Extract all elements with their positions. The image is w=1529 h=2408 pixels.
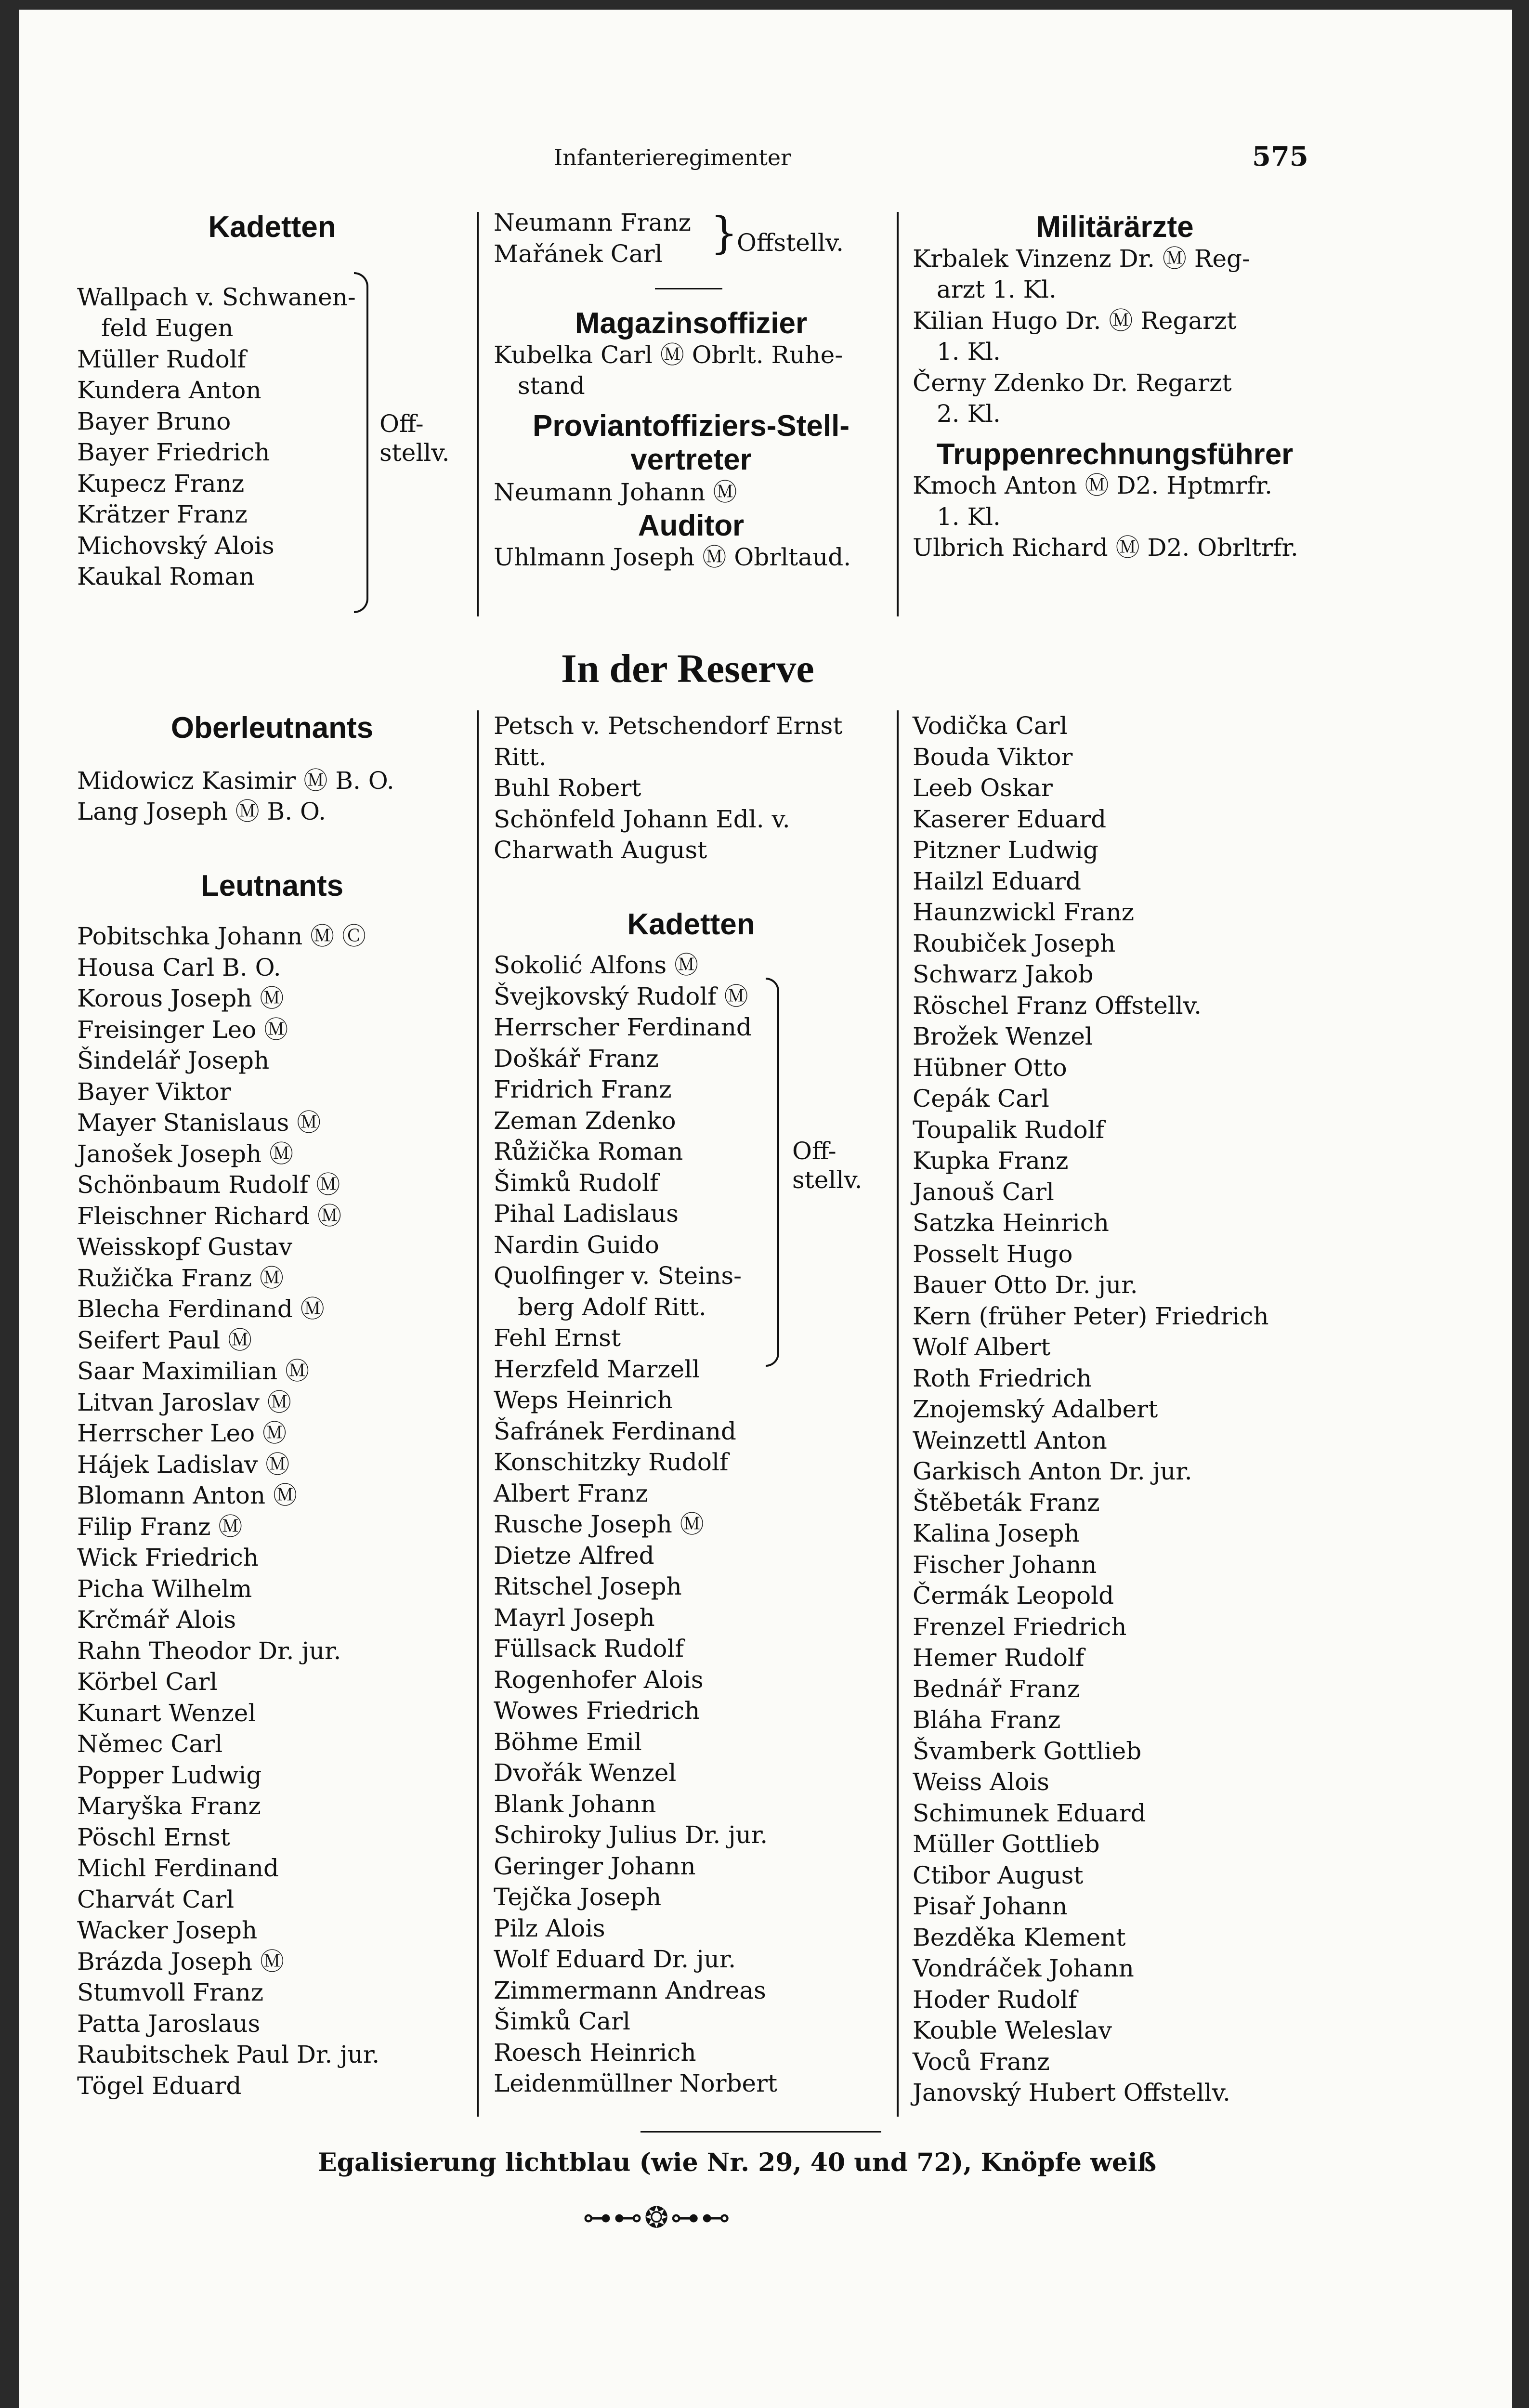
leutnant-entry: Herrscher Leo Ⓜ (77, 1419, 287, 1447)
reserve-entry: Albert Franz (494, 1479, 648, 1507)
section-heading-proviant-2: vertreter (630, 443, 752, 476)
militaerarzt-entry: Krbalek Vinzenz Dr. Ⓜ Reg- (913, 244, 1250, 273)
reserve-entry: Pitzner Ludwig (913, 836, 1098, 864)
reserve-kadett-entry: Pihal Ladislaus (494, 1200, 679, 1228)
reserve-entry: Vondráček Johann (913, 1954, 1134, 1982)
militaerarzt-entry: 2. Kl. (937, 400, 1001, 428)
column-rule-upper-2 (897, 212, 899, 616)
column-rule-upper-1 (477, 212, 479, 616)
section-heading-auditor: Auditor (638, 509, 745, 542)
reserve-entry: Satzka Heinrich (913, 1209, 1109, 1237)
leutnant-entry: Fleischner Richard Ⓜ (77, 1202, 342, 1230)
reserve-entry: Frenzel Friedrich (913, 1612, 1127, 1641)
section-heading-reserve-kadetten: Kadetten (627, 907, 755, 941)
leutnant-entry: Weisskopf Gustav (77, 1233, 292, 1261)
leutnant-entry: Hájek Ladislav Ⓜ (77, 1450, 290, 1479)
reserve-col3-list (913, 710, 1317, 2108)
reserve-kadett-entry: Zeman Zdenko (494, 1106, 676, 1135)
footer-rule (640, 2131, 881, 2133)
reserve-entry: Hoder Rudolf (913, 1985, 1077, 2014)
oberleutnant-entry: Lang Joseph Ⓜ B. O. (77, 798, 326, 825)
magazin-entry: stand (518, 372, 585, 400)
brace-offstellv-symbol: } (710, 208, 738, 259)
reserve-entry: Šimků Carl (494, 2007, 631, 2035)
reserve-kadett-entry: Fehl Ernst (494, 1324, 621, 1352)
reserve-entry: Kupka Franz (913, 1147, 1069, 1175)
leutnant-entry: Popper Ludwig (77, 1761, 262, 1789)
leutnant-entry: Charvát Carl (77, 1885, 235, 1913)
reserve-entry: Bezděka Klement (913, 1923, 1126, 1951)
leutnant-entry: Janošek Joseph Ⓜ (77, 1139, 294, 1168)
leutnant-entry: Pobitschka Johann Ⓜ Ⓒ (77, 922, 366, 950)
truppenrechnungsfuehrer-entry: 1. Kl. (937, 502, 1001, 531)
reserve-entry: Znojemský Adalbert (913, 1395, 1158, 1423)
reserve-kadett-entry: Herrscher Ferdinand (494, 1013, 752, 1041)
leutnant-entry: Mayer Stanislaus Ⓜ (77, 1109, 321, 1137)
reserve-entry: Wolf Eduard Dr. jur. (494, 1945, 736, 1973)
reserve-entry: Herzfeld Marzell (494, 1355, 700, 1383)
section-heading-truppenrechnungsfuehrer: Truppenrechnungsführer (936, 437, 1294, 471)
auditor-entry: Uhlmann Joseph Ⓜ Obrltaud. (494, 543, 851, 571)
reserve-entry: Zimmermann Andreas (494, 1976, 766, 2004)
footer-ornament: ⊶⊷❂⊶⊷ (583, 2201, 732, 2235)
reserve-entry: Voců Franz (913, 2047, 1050, 2076)
militaeraerzte-list (913, 243, 1317, 430)
reserve-kadett-entry: Quolfinger v. Steins- (494, 1262, 742, 1290)
kadett-entry: feld Eugen (101, 314, 234, 342)
column-2-sections (494, 308, 889, 573)
section-heading-reserve: In der Reserve (561, 646, 814, 691)
reserve-entry: Hübner Otto (913, 1053, 1067, 1082)
reserve-entry: Kouble Weleslav (913, 2016, 1112, 2044)
kadett-entry: Kaukal Roman (77, 563, 255, 590)
reserve-kadett-entry: Nardin Guido (494, 1230, 659, 1259)
leutnant-entry: Saar Maximilian Ⓜ (77, 1357, 310, 1385)
reserve-entry: Kern (früher Peter) Friedrich (913, 1302, 1269, 1330)
reserve-entry: Schönfeld Johann Edl. v. (494, 805, 790, 833)
offstellv-entry: Mařánek Carl (494, 239, 663, 268)
leutnant-entry: Němec Carl (77, 1730, 223, 1758)
brace-reserve-kadetten (766, 978, 779, 1367)
reserve-kadett-entry: berg Adolf Ritt. (518, 1293, 706, 1321)
section-heading-leutnants: Leutnants (200, 869, 344, 903)
reserve-entry: Bednář Franz (913, 1675, 1080, 1703)
reserve-entry: Ctibor August (913, 1861, 1084, 1889)
reserve-entry: Geringer Johann (494, 1852, 696, 1880)
reserve-entry: Schwarz Jakob (913, 960, 1094, 988)
leutnant-entry: Rahn Theodor Dr. jur. (77, 1636, 341, 1665)
footer-text: Egalisierung lichtblau (wie Nr. 29, 40 und 72), Knöpfe weiß (318, 2148, 1157, 2177)
section-heading-proviant-1: Proviantoffiziers-Stell- (533, 409, 849, 443)
reserve-entry: Bauer Otto Dr. jur. (913, 1271, 1138, 1299)
reserve-entry: Kalina Joseph (913, 1519, 1080, 1547)
reserve-entry: Blank Johann (494, 1790, 656, 1818)
leutnant-entry: Brázda Joseph Ⓜ (77, 1947, 285, 1976)
reserve-entry: Rusche Joseph Ⓜ (494, 1510, 704, 1538)
kadett-entry: Bayer Friedrich (77, 438, 270, 466)
reserve-entry: Weiss Alois (913, 1768, 1049, 1796)
reserve-entry: Bouda Viktor (913, 743, 1073, 771)
kadett-entry: Kupecz Franz (77, 469, 245, 497)
leutnant-entry: Michl Ferdinand (77, 1854, 279, 1882)
reserve-kadett-entry: Růžička Roman (494, 1138, 683, 1165)
reserve-entry: Charwath August (494, 836, 707, 864)
reserve-entry: Šafránek Ferdinand (494, 1417, 736, 1445)
leutnant-entry: Seifert Paul Ⓜ (77, 1326, 252, 1354)
reserve-entry: Brožek Wenzel (913, 1022, 1093, 1050)
short-rule (655, 288, 722, 289)
reserve-entry: Konschitzky Rudolf (494, 1448, 729, 1476)
leutnant-entry: Patta Jaroslaus (77, 2009, 261, 2038)
proviant-list (494, 477, 889, 508)
leutnant-entry: Stumvoll Franz (77, 1978, 264, 2006)
reserve-entry: Füllsack Rudolf (494, 1635, 684, 1662)
reserve-top-list (494, 710, 889, 866)
reserve-entry: Schiroky Julius Dr. jur. (494, 1821, 768, 1849)
militaerarzt-entry: 1. Kl. (937, 338, 1001, 366)
truppenrechnungsfuehrer-entry: Ulbrich Richard Ⓜ D2. Obrltrfr. (913, 534, 1298, 562)
leutnant-entry: Housa Carl B. O. (77, 953, 281, 982)
reserve-entry: Müller Gottlieb (913, 1830, 1100, 1858)
section-heading-oberleutnants: Oberleutnants (170, 711, 374, 745)
reserve-entry: Tejčka Joseph (494, 1883, 662, 1911)
column-1 (77, 212, 467, 592)
reserve-entry: Rogenhofer Alois (494, 1665, 704, 1694)
kadett-entry: Michovský Alois (77, 531, 274, 560)
oberleutnant-entry: Midowicz Kasimir Ⓜ B. O. (77, 766, 394, 795)
reserve-entry: Kaserer Eduard (913, 805, 1107, 833)
leutnant-entry: Šindelář Joseph (77, 1047, 270, 1074)
leutnant-entry: Filip Franz Ⓜ (77, 1512, 243, 1541)
reserve-entry: Cepák Carl (913, 1085, 1049, 1112)
kadett-entry: Bayer Bruno (77, 407, 231, 435)
reserve-entry: Čermák Leopold (913, 1582, 1114, 1610)
reserve-entry: Roubiček Joseph (913, 929, 1116, 957)
leutnant-entry: Krčmář Alois (77, 1606, 236, 1634)
offstellv-label: Offstellv. (737, 229, 844, 257)
kadett-entry: Wallpach v. Schwanen- (77, 283, 356, 311)
militaerarzt-entry: Černy Zdenko Dr. Regarzt (913, 368, 1232, 397)
brace-label-reserve-offstellv: Off- stellv. (792, 1137, 863, 1194)
reserve-entry: Fischer Johann (913, 1550, 1097, 1579)
section-heading-militaeraerzte: Militärärzte (1036, 210, 1194, 244)
reserve-entry: Weinzettl Anton (913, 1426, 1107, 1454)
leutnants-list (77, 921, 467, 2101)
auditor-list (494, 542, 889, 573)
section-heading-kadetten: Kadetten (208, 210, 336, 244)
reserve-column-3 (913, 710, 1317, 2108)
column-1-lower (77, 713, 467, 2101)
magazin-list (494, 340, 889, 402)
reserve-entry: Hailzl Eduard (913, 867, 1082, 895)
reserve-entry: Janouš Carl (913, 1178, 1054, 1206)
reserve-entry: Leidenmüllner Norbert (494, 2069, 778, 2097)
oberleutnants-list (77, 765, 467, 827)
kadett-entry: Kundera Anton (77, 376, 261, 404)
reserve-entry: Mayrl Joseph (494, 1603, 655, 1632)
reserve-entry: Ritt. (494, 743, 547, 771)
reserve-entry: Posselt Hugo (913, 1240, 1073, 1268)
leutnant-entry: Schönbaum Rudolf Ⓜ (77, 1171, 340, 1199)
brace-kadetten (354, 272, 368, 613)
leutnant-entry: Freisinger Leo Ⓜ (77, 1015, 288, 1044)
leutnant-entry: Blomann Anton Ⓜ (77, 1481, 297, 1509)
kadett-entry: Krätzer Franz (77, 500, 248, 528)
militaerarzt-entry: Kilian Hugo Dr. Ⓜ Regarzt (913, 306, 1237, 335)
reserve-entry: Haunzwickl Franz (913, 898, 1135, 926)
leutnant-entry: Bayer Viktor (77, 1077, 231, 1106)
reserve-entry: Švamberk Gottlieb (913, 1737, 1142, 1765)
page-number: 575 (1252, 141, 1308, 172)
reserve-entry: Petsch v. Petschendorf Ernst (494, 712, 843, 740)
reserve-column-2 (494, 710, 889, 2099)
reserve-entry: Hemer Rudolf (913, 1644, 1085, 1672)
militaerarzt-entry: arzt 1. Kl. (937, 275, 1057, 303)
offstellv-entry: Neumann Franz (494, 209, 692, 236)
truppenrechnungsfuehrer-list (913, 470, 1317, 563)
leutnant-entry: Blecha Ferdinand Ⓜ (77, 1295, 325, 1323)
reserve-entry: Buhl Robert (494, 774, 641, 802)
leutnant-entry: Picha Wilhelm (77, 1574, 252, 1603)
kadett-entry: Müller Rudolf (77, 345, 247, 373)
reserve-kadett-entry: Doškář Franz (494, 1044, 659, 1073)
reserve-kadett-entry: Fridrich Franz (494, 1075, 672, 1103)
leutnant-entry: Wick Friedrich (77, 1544, 259, 1571)
reserve-kadett-entry: Švejkovský Rudolf Ⓜ (494, 982, 748, 1010)
magazin-entry: Kubelka Carl Ⓜ Obrlt. Ruhe- (494, 340, 843, 369)
reserve-entry: Toupalik Rudolf (913, 1115, 1105, 1144)
reserve-entry: Böhme Emil (494, 1727, 642, 1756)
reserve-entry: Dietze Alfred (494, 1541, 654, 1570)
reserve-rest-list (494, 1354, 889, 2099)
leutnant-entry: Maryška Franz (77, 1792, 261, 1820)
brace-label-offstellv: Off- stellv. (379, 410, 450, 467)
proviant-entry: Neumann Johann Ⓜ (494, 478, 737, 506)
reserve-entry: Janovský Hubert Offstellv. (913, 2079, 1230, 2107)
reserve-entry: Dvořák Wenzel (494, 1759, 677, 1787)
leutnant-entry: Kunart Wenzel (77, 1699, 256, 1727)
reserve-entry: Pisař Johann (913, 1892, 1068, 1920)
running-header: Infanterieregimenter (554, 144, 792, 170)
column-rule-lower-1 (477, 710, 479, 2117)
leutnant-entry: Raubitschek Paul Dr. jur. (77, 2041, 380, 2068)
reserve-entry: Schimunek Eduard (913, 1799, 1146, 1827)
leutnant-entry: Pöschl Ernst (77, 1823, 230, 1851)
reserve-entry: Röschel Franz Offstellv. (913, 991, 1202, 1020)
reserve-entry: Wolf Albert (913, 1333, 1051, 1361)
reserve-entry: Garkisch Anton Dr. jur. (913, 1457, 1192, 1485)
reserve-entry: Bláha Franz (913, 1706, 1061, 1734)
reserve-entry: Štěbeták Franz (913, 1488, 1100, 1517)
reserve-entry: Ritschel Joseph (494, 1572, 682, 1600)
reserve-entry: Wowes Friedrich (494, 1697, 700, 1725)
leutnant-entry: Körbel Carl (77, 1668, 218, 1696)
leutnant-entry: Wacker Joseph (77, 1916, 258, 1944)
column-rule-lower-2 (897, 710, 899, 2117)
reserve-entry: Roesch Heinrich (494, 2038, 696, 2067)
leutnant-entry: Korous Joseph Ⓜ (77, 984, 284, 1012)
reserve-kadett-entry: Sokolić Alfons Ⓜ (494, 951, 699, 979)
reserve-entry: Vodička Carl (913, 712, 1068, 740)
leutnant-entry: Ružička Franz Ⓜ (77, 1264, 284, 1292)
reserve-entry: Roth Friedrich (913, 1364, 1092, 1392)
reserve-entry: Weps Heinrich (494, 1386, 673, 1414)
truppenrechnungsfuehrer-entry: Kmoch Anton Ⓜ D2. Hptmrfr. (913, 471, 1272, 499)
reserve-kadett-entry: Šimků Rudolf (494, 1168, 659, 1197)
section-heading-magazinsoffizier: Magazinsoffizier (575, 307, 808, 340)
column-3 (913, 212, 1317, 563)
leutnant-entry: Litvan Jaroslav Ⓜ (77, 1388, 291, 1416)
reserve-entry: Pilz Alois (494, 1914, 605, 1942)
reserve-entry: Leeb Oskar (913, 774, 1053, 802)
leutnant-entry: Tögel Eduard (77, 2071, 242, 2100)
